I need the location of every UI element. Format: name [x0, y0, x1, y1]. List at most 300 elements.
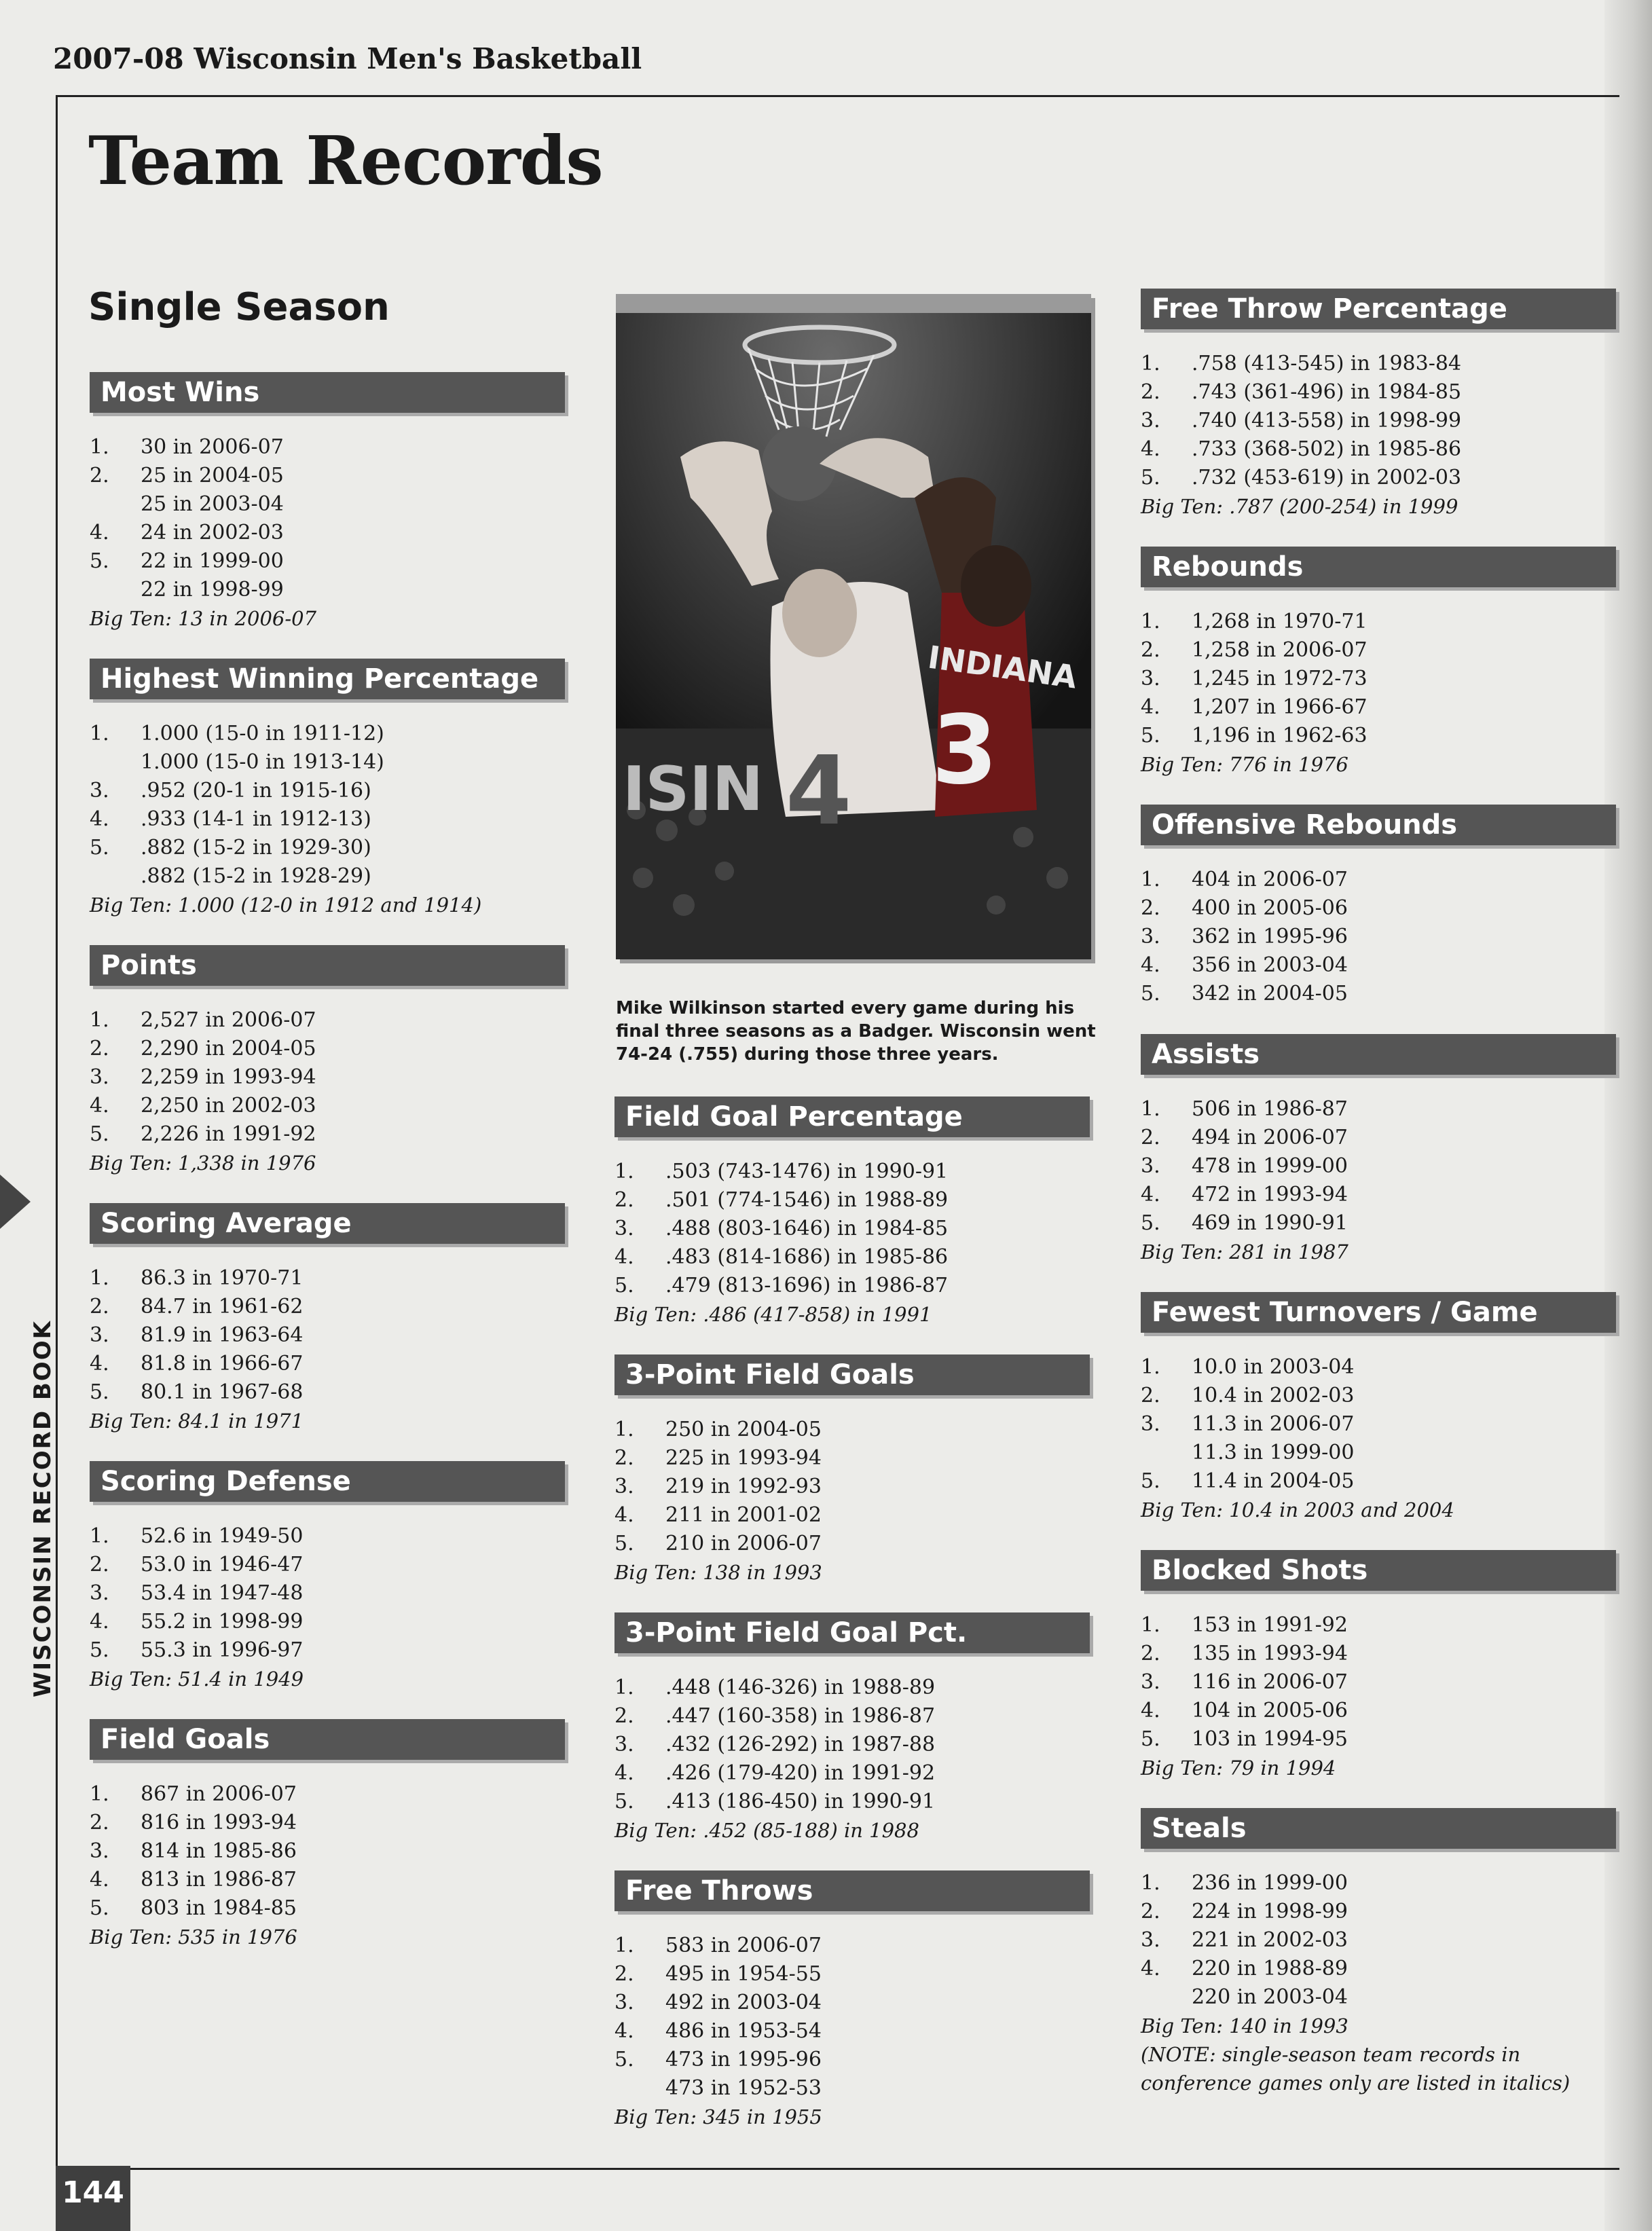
record-entry	[1141, 1095, 1616, 1124]
record-value: .488 (803-1646) in 1984-85	[665, 1217, 949, 1240]
record-value: 11.3 in 2006-07	[1192, 1412, 1355, 1436]
record-rank: 4.	[90, 521, 109, 545]
side-label-text: WISCONSIN RECORD BOOK	[29, 1320, 56, 1697]
record-rank: 5.	[614, 1532, 634, 1555]
record-entry	[1141, 1209, 1616, 1238]
big-ten-record: Big Ten: 51.4 in 1949	[90, 1667, 304, 1691]
record-value: .447 (160-358) in 1986-87	[665, 1704, 936, 1728]
record-rank: 5.	[90, 549, 109, 573]
record-value: 211 in 2001-02	[665, 1503, 822, 1527]
record-entry	[1141, 722, 1616, 750]
record-value: 220 in 2003-04	[1192, 1985, 1348, 2009]
record-header: Highest Winning Percentage	[90, 659, 565, 699]
record-entry	[90, 1522, 565, 1551]
middle-column	[614, 1096, 1090, 2157]
record-rank: 1.	[614, 1934, 634, 1957]
record-block	[90, 945, 565, 1177]
record-value: .743 (361-496) in 1984-85	[1192, 380, 1462, 404]
record-rank: 1.	[1141, 1613, 1160, 1637]
record-entry	[614, 1530, 1090, 1558]
record-rank: 3.	[614, 1733, 634, 1756]
record-header: Rebounds	[1141, 547, 1616, 587]
record-value: .740 (413-558) in 1998-99	[1192, 409, 1462, 432]
record-value: 1,268 in 1970-71	[1192, 610, 1368, 633]
record-block	[1141, 547, 1616, 779]
arena-lettering: ISIN	[623, 754, 764, 825]
record-value: 81.9 in 1963-64	[141, 1323, 304, 1347]
record-entry	[90, 1866, 565, 1894]
record-entry	[614, 1960, 1090, 1989]
record-entry	[614, 1158, 1090, 1186]
record-value: 224 in 1998-99	[1192, 1900, 1348, 1923]
big-ten-record: Big Ten: 281 in 1987	[1141, 1240, 1348, 1264]
record-entry	[90, 547, 565, 576]
big-ten-record: Big Ten: 79 in 1994	[1141, 1756, 1336, 1780]
record-value: 24 in 2002-03	[141, 521, 284, 545]
record-entry	[614, 1759, 1090, 1788]
record-entry	[90, 433, 565, 462]
wisconsin-jersey-number: 4	[786, 736, 852, 847]
record-entry	[1141, 1869, 1616, 1898]
record-rank: 4.	[1141, 437, 1160, 461]
record-entry	[1141, 923, 1616, 951]
record-block	[614, 1612, 1090, 1845]
record-entry	[1141, 1926, 1616, 1955]
record-value: .882 (15-2 in 1928-29)	[141, 864, 371, 888]
record-value: 55.3 in 1996-97	[141, 1638, 304, 1662]
indiana-jersey-lettering: INDIANA	[925, 638, 1080, 696]
record-entry	[90, 1092, 565, 1120]
record-entry	[1141, 1382, 1616, 1410]
record-value: 80.1 in 1967-68	[141, 1380, 304, 1404]
record-rank: 4.	[614, 1503, 634, 1527]
record-value: .483 (814-1686) in 1985-86	[665, 1245, 949, 1269]
record-entry	[90, 1006, 565, 1035]
record-entry	[90, 805, 565, 834]
record-value: 2,226 in 1991-92	[141, 1122, 316, 1146]
record-entry	[614, 1501, 1090, 1530]
record-header: 3-Point Field Goal Pct.	[614, 1612, 1090, 1653]
record-header: Field Goals	[90, 1719, 565, 1760]
record-entry	[90, 490, 565, 519]
record-value: 86.3 in 1970-71	[141, 1266, 304, 1290]
record-rank: 1.	[1141, 1871, 1160, 1895]
record-rank: 4.	[1141, 953, 1160, 977]
photo-caption: Mike Wilkinson started every game during his final three seasons as a Badger. Wisconsin went 74-24 (.755) during those three years.	[616, 998, 1096, 1065]
record-header: Assists	[1141, 1034, 1616, 1075]
record-entry	[614, 1416, 1090, 1444]
record-entry	[614, 1215, 1090, 1243]
record-value: 1,196 in 1962-63	[1192, 724, 1368, 748]
record-value: .882 (15-2 in 1929-30)	[141, 836, 371, 860]
record-entry	[614, 1932, 1090, 1960]
record-block	[614, 1870, 1090, 2131]
record-entry	[90, 1321, 565, 1350]
record-rank: 2.	[614, 1188, 634, 1212]
record-value: 53.0 in 1946-47	[141, 1553, 304, 1577]
record-value: 55.2 in 1998-99	[141, 1610, 304, 1634]
record-value: 53.4 in 1947-48	[141, 1581, 304, 1605]
big-ten-record: Big Ten: 140 in 1993	[1141, 2014, 1348, 2038]
record-value: 2,259 in 1993-94	[141, 1065, 316, 1089]
record-value: 867 in 2006-07	[141, 1782, 297, 1806]
record-rank: 1.	[1141, 1355, 1160, 1379]
big-ten-record: Big Ten: 345 in 1955	[614, 2105, 822, 2128]
record-value: .758 (413-545) in 1983-84	[1192, 352, 1462, 375]
big-ten-record: Big Ten: 13 in 2006-07	[90, 607, 317, 630]
record-header: Steals	[1141, 1808, 1616, 1849]
record-value: 10.4 in 2002-03	[1192, 1384, 1355, 1407]
record-rank: 3.	[1141, 1412, 1160, 1436]
record-rank: 2.	[1141, 896, 1160, 920]
record-value: .479 (813-1696) in 1986-87	[665, 1274, 949, 1297]
record-value: 492 in 2003-04	[665, 1991, 822, 2014]
record-header: Most Wins	[90, 372, 565, 413]
record-value: 486 in 1953-54	[665, 2019, 822, 2043]
record-header: Free Throws	[614, 1870, 1090, 1911]
record-rank: 3.	[90, 779, 109, 803]
record-value: 236 in 1999-00	[1192, 1871, 1348, 1895]
record-rank: 5.	[1141, 982, 1160, 1006]
record-rank: 3.	[90, 1323, 109, 1347]
record-entry	[1141, 1898, 1616, 1926]
record-header: 3-Point Field Goals	[614, 1354, 1090, 1395]
record-value: 103 in 1994-95	[1192, 1727, 1348, 1751]
record-block	[1141, 805, 1616, 1008]
record-value: 219 in 1992-93	[665, 1475, 822, 1498]
record-rank: 1.	[90, 1782, 109, 1806]
record-rank: 3.	[90, 1839, 109, 1863]
record-rank: 5.	[1141, 466, 1160, 490]
record-entry	[1141, 1725, 1616, 1754]
record-rank: 5.	[90, 1896, 109, 1920]
record-value: .413 (186-450) in 1990-91	[665, 1790, 936, 1813]
record-entry	[90, 519, 565, 547]
record-block	[614, 1096, 1090, 1329]
record-value: 153 in 1991-92	[1192, 1613, 1348, 1637]
record-entry	[90, 720, 565, 748]
record-value: 210 in 2006-07	[665, 1532, 822, 1555]
record-rank: 5.	[1141, 1727, 1160, 1751]
record-rank: 2.	[614, 1446, 634, 1470]
record-block	[90, 1719, 565, 1951]
record-entry	[1141, 951, 1616, 980]
record-value: 583 in 2006-07	[665, 1934, 822, 1957]
record-entry	[90, 1264, 565, 1293]
record-entry	[90, 1120, 565, 1149]
record-rank: 4.	[1141, 695, 1160, 719]
record-entry	[614, 1186, 1090, 1215]
running-header: 2007-08 Wisconsin Men's Basketball	[53, 42, 642, 75]
record-value: 478 in 1999-00	[1192, 1154, 1348, 1178]
record-entry	[90, 462, 565, 490]
record-rank: 3.	[1141, 925, 1160, 948]
record-value: 1,207 in 1966-67	[1192, 695, 1368, 719]
record-value: 495 in 1954-55	[665, 1962, 822, 1986]
record-value: 1,258 in 2006-07	[1192, 638, 1368, 662]
record-rank: 3.	[90, 1581, 109, 1605]
record-rank: 3.	[1141, 667, 1160, 690]
record-value: .733 (368-502) in 1985-86	[1192, 437, 1462, 461]
record-rank: 3.	[1141, 409, 1160, 432]
record-value: .426 (179-420) in 1991-92	[665, 1761, 936, 1785]
record-value: 10.0 in 2003-04	[1192, 1355, 1355, 1379]
photo-illustration	[616, 294, 1091, 959]
record-block	[90, 1203, 565, 1435]
record-rank: 1.	[614, 1160, 634, 1183]
player-photo	[616, 294, 1091, 959]
record-entry	[90, 1293, 565, 1321]
record-entry	[614, 1444, 1090, 1473]
record-block	[90, 372, 565, 633]
record-entry	[1141, 693, 1616, 722]
record-entry	[1141, 1410, 1616, 1439]
big-ten-record: Big Ten: 1.000 (12-0 in 1912 and 1914)	[90, 893, 482, 917]
record-value: 1.000 (15-0 in 1911-12)	[141, 722, 384, 745]
record-header: Fewest Turnovers / Game	[1141, 1292, 1616, 1333]
record-value: 25 in 2004-05	[141, 464, 284, 487]
record-entry	[1141, 1439, 1616, 1467]
record-value: 30 in 2006-07	[141, 435, 284, 459]
record-value: 494 in 2006-07	[1192, 1126, 1348, 1149]
record-entry	[90, 1551, 565, 1579]
record-entry	[90, 576, 565, 604]
record-entry	[1141, 1152, 1616, 1181]
record-rank: 2.	[1141, 638, 1160, 662]
record-rank: 5.	[614, 2048, 634, 2071]
big-ten-record: Big Ten: 138 in 1993	[614, 1561, 822, 1584]
record-value: 52.6 in 1949-50	[141, 1524, 304, 1548]
record-value: 225 in 1993-94	[665, 1446, 822, 1470]
record-entry	[1141, 1124, 1616, 1152]
record-rank: 2.	[1141, 1126, 1160, 1149]
record-rank: 1.	[1141, 352, 1160, 375]
record-value: 1.000 (15-0 in 1913-14)	[141, 750, 384, 774]
big-ten-record: Big Ten: .452 (85-188) in 1988	[614, 1819, 919, 1842]
record-rank: 2.	[90, 1295, 109, 1319]
record-rank: 4.	[90, 1610, 109, 1634]
record-rank: 4.	[614, 1761, 634, 1785]
record-value: 116 in 2006-07	[1192, 1670, 1348, 1694]
record-rank: 4.	[90, 1868, 109, 1892]
record-entry	[614, 2017, 1090, 2046]
record-value: 11.3 in 1999-00	[1192, 1441, 1355, 1464]
record-entry	[614, 1731, 1090, 1759]
record-header: Blocked Shots	[1141, 1550, 1616, 1591]
record-rank: 5.	[614, 1274, 634, 1297]
record-entry	[90, 1636, 565, 1665]
record-rank: 2.	[1141, 380, 1160, 404]
record-value: 472 in 1993-94	[1192, 1183, 1348, 1206]
record-rank: 4.	[614, 1245, 634, 1269]
record-entry	[90, 1894, 565, 1923]
record-block	[1141, 289, 1616, 521]
record-rank: 3.	[90, 1065, 109, 1089]
record-block	[1141, 1808, 1616, 2097]
record-value: 362 in 1995-96	[1192, 925, 1348, 948]
record-value: 813 in 1986-87	[141, 1868, 297, 1892]
record-entry	[614, 1473, 1090, 1501]
record-value: .448 (146-326) in 1988-89	[665, 1676, 936, 1699]
record-entry	[614, 1702, 1090, 1731]
record-rank: 1.	[1141, 1097, 1160, 1121]
record-value: 506 in 1986-87	[1192, 1097, 1348, 1121]
record-entry	[1141, 665, 1616, 693]
record-entry	[1141, 1668, 1616, 1697]
record-rank: 4.	[614, 2019, 634, 2043]
record-header: Scoring Defense	[90, 1461, 565, 1502]
record-entry	[90, 1378, 565, 1407]
record-value: 2,250 in 2002-03	[141, 1094, 316, 1118]
record-rank: 5.	[614, 1790, 634, 1813]
record-entry	[614, 2074, 1090, 2103]
record-entry	[1141, 1983, 1616, 2012]
record-value: .503 (743-1476) in 1990-91	[665, 1160, 949, 1183]
record-value: 250 in 2004-05	[665, 1418, 822, 1441]
record-value: 221 in 2002-03	[1192, 1928, 1348, 1952]
big-ten-record: Big Ten: .486 (417-858) in 1991	[614, 1303, 932, 1326]
record-value: 473 in 1952-53	[665, 2076, 822, 2100]
record-rank: 1.	[90, 1266, 109, 1290]
page-number: 144	[56, 2166, 130, 2231]
record-value: 356 in 2003-04	[1192, 953, 1348, 977]
record-rank: 2.	[90, 1553, 109, 1577]
record-rank: 1.	[90, 1524, 109, 1548]
record-entry	[90, 1837, 565, 1866]
record-rank: 4.	[90, 1352, 109, 1376]
record-entry	[90, 777, 565, 805]
record-value: 220 in 1988-89	[1192, 1957, 1348, 1980]
record-value: .432 (126-292) in 1987-88	[665, 1733, 936, 1756]
record-value: .933 (14-1 in 1912-13)	[141, 807, 371, 831]
record-rank: 1.	[1141, 868, 1160, 891]
record-rank: 4.	[90, 1094, 109, 1118]
section-title: Single Season	[88, 285, 390, 329]
record-rank: 4.	[1141, 1957, 1160, 1980]
record-entry	[1141, 636, 1616, 665]
record-entry	[90, 862, 565, 891]
record-entry	[90, 1579, 565, 1608]
record-entry	[614, 1272, 1090, 1300]
record-rank: 4.	[1141, 1183, 1160, 1206]
record-value: .952 (20-1 in 1915-16)	[141, 779, 371, 803]
record-value: 22 in 1998-99	[141, 578, 284, 602]
record-value: 2,290 in 2004-05	[141, 1037, 316, 1061]
record-value: 469 in 1990-91	[1192, 1211, 1348, 1235]
record-value: 11.4 in 2004-05	[1192, 1469, 1355, 1493]
record-rank: 1.	[90, 722, 109, 745]
record-entry	[90, 1350, 565, 1378]
record-rank: 3.	[1141, 1670, 1160, 1694]
big-ten-record: Big Ten: 535 in 1976	[90, 1925, 297, 1949]
record-value: 473 in 1995-96	[665, 2048, 822, 2071]
record-value: 816 in 1993-94	[141, 1811, 297, 1834]
record-block	[90, 659, 565, 919]
record-value: 803 in 1984-85	[141, 1896, 297, 1920]
record-entry	[1141, 1181, 1616, 1209]
record-value: .732 (453-619) in 2002-03	[1192, 466, 1462, 490]
record-rank: 2.	[90, 1811, 109, 1834]
record-value: 2,527 in 2006-07	[141, 1008, 316, 1032]
left-column	[90, 372, 565, 1977]
record-rank: 5.	[90, 836, 109, 860]
record-entry	[1141, 1640, 1616, 1668]
record-value: 404 in 2006-07	[1192, 868, 1348, 891]
record-entry	[1141, 350, 1616, 378]
record-rank: 3.	[614, 1475, 634, 1498]
record-entry	[1141, 894, 1616, 923]
big-ten-record: Big Ten: 10.4 in 2003 and 2004	[1141, 1498, 1454, 1522]
record-entry	[90, 1063, 565, 1092]
record-entry	[1141, 464, 1616, 492]
big-ten-record: Big Ten: 84.1 in 1971	[90, 1409, 304, 1433]
record-header: Scoring Average	[90, 1203, 565, 1244]
record-block	[1141, 1292, 1616, 1524]
record-rank: 2.	[90, 1037, 109, 1061]
record-rank: 1.	[1141, 610, 1160, 633]
record-entry	[90, 1809, 565, 1837]
record-rank: 4.	[1141, 1699, 1160, 1722]
record-entry	[1141, 608, 1616, 636]
record-rank: 5.	[1141, 1211, 1160, 1235]
record-block	[1141, 1550, 1616, 1782]
record-entry	[90, 1780, 565, 1809]
record-entry	[1141, 435, 1616, 464]
record-entry	[1141, 1353, 1616, 1382]
record-value: 25 in 2003-04	[141, 492, 284, 516]
record-rank: 4.	[90, 807, 109, 831]
big-ten-record: Big Ten: 776 in 1976	[1141, 753, 1348, 776]
record-entry	[1141, 980, 1616, 1008]
record-rank: 5.	[90, 1638, 109, 1662]
side-label	[5, 1236, 56, 1711]
record-block	[614, 1354, 1090, 1587]
record-entry	[1141, 378, 1616, 407]
record-rank: 5.	[90, 1380, 109, 1404]
record-entry	[90, 1035, 565, 1063]
record-entry	[614, 1243, 1090, 1272]
record-value: 81.8 in 1966-67	[141, 1352, 304, 1376]
record-header: Points	[90, 945, 565, 986]
record-rank: 2.	[614, 1704, 634, 1728]
indiana-jersey-number: 3	[932, 695, 998, 806]
record-value: 814 in 1985-86	[141, 1839, 297, 1863]
record-rank: 3.	[1141, 1154, 1160, 1178]
page-title: Team Records	[88, 122, 603, 200]
record-value: 104 in 2005-06	[1192, 1699, 1348, 1722]
record-entry	[1141, 1955, 1616, 1983]
record-value: .501 (774-1546) in 1988-89	[665, 1188, 949, 1212]
record-rank: 3.	[614, 1991, 634, 2014]
record-value: 400 in 2005-06	[1192, 896, 1348, 920]
record-value: 84.7 in 1961-62	[141, 1295, 304, 1319]
side-tab-arrow-icon	[0, 1175, 31, 1229]
big-ten-record: Big Ten: 1,338 in 1976	[90, 1151, 316, 1175]
record-value: 22 in 1999-00	[141, 549, 284, 573]
big-ten-record: Big Ten: .787 (200-254) in 1999	[1141, 495, 1458, 518]
record-header: Free Throw Percentage	[1141, 289, 1616, 329]
record-rank: 2.	[1141, 1384, 1160, 1407]
record-entry	[1141, 1697, 1616, 1725]
record-entry	[1141, 1611, 1616, 1640]
record-block	[1141, 1034, 1616, 1266]
record-rank: 2.	[1141, 1642, 1160, 1665]
record-entry	[614, 1989, 1090, 2017]
record-entry	[1141, 407, 1616, 435]
record-header: Offensive Rebounds	[1141, 805, 1616, 845]
record-rank: 1.	[614, 1418, 634, 1441]
record-rank: 1.	[90, 1008, 109, 1032]
